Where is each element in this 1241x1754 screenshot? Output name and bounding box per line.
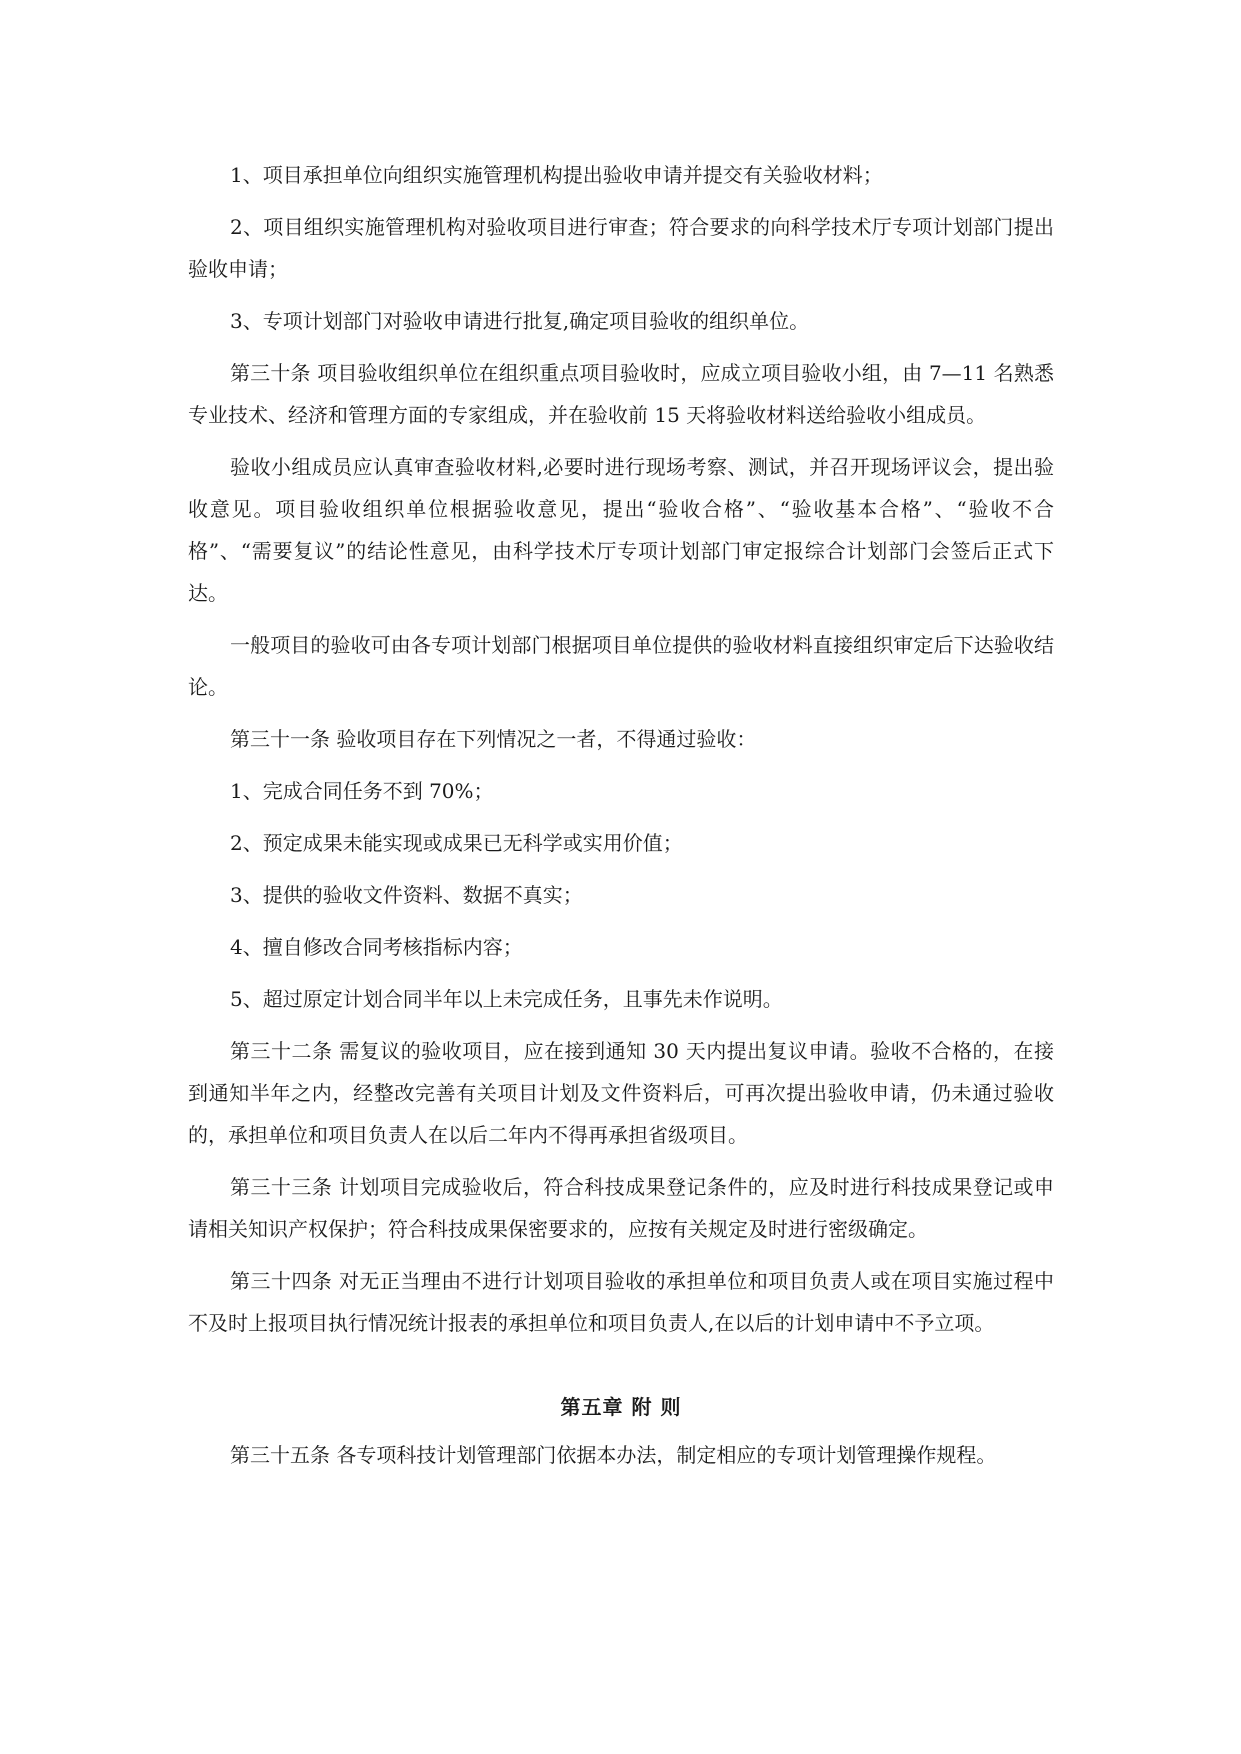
article-30: 第三十条 项目验收组织单位在组织重点项目验收时，应成立项目验收小组，由 7—11 名熟悉专业技术、经济和管理方面的专家组成，并在验收前 15 天将验收材料送给验收小组成员。	[188, 361, 1054, 427]
paragraph-general-projects: 一般项目的验收可由各专项计划部门根据项目单位提供的验收材料直接组织审定后下达验收结论。	[188, 633, 1054, 699]
article-31-item-5: 5、超过原定计划合同半年以上未完成任务，且事先未作说明。	[230, 987, 783, 1011]
article-34: 第三十四条 对无正当理由不进行计划项目验收的承担单位和项目负责人或在项目实施过程中不及时上报项目执行情况统计报表的承担单位和项目负责人,在以后的计划申请中不予立项。	[188, 1269, 1054, 1335]
article-31-item-3: 3、提供的验收文件资料、数据不真实；	[230, 883, 583, 907]
chapter-heading: 第五章 附 则	[560, 1395, 682, 1419]
article-31-item-1: 1、完成合同任务不到 70%；	[230, 779, 494, 803]
article-31: 第三十一条 验收项目存在下列情况之一者，不得通过验收：	[230, 727, 757, 751]
paragraph-acceptance-group: 验收小组成员应认真审查验收材料,必要时进行现场考察、测试，并召开现场评议会，提出验收意见。项目验收组织单位根据验收意见，提出“验收合格”、“验收基本合格”、“验收不合格”、“需要复议”的结论性意见，由科学技术厅专项计划部门审定报综合计划部门会签后正式下达。	[188, 455, 1054, 605]
article-33: 第三十三条 计划项目完成验收后，符合科技成果登记条件的，应及时进行科技成果登记或申请相关知识产权保护；符合科技成果保密要求的，应按有关规定及时进行密级确定。	[188, 1175, 1054, 1241]
article-31-item-4: 4、擅自修改合同考核指标内容；	[230, 935, 523, 959]
article-35: 第三十五条 各专项科技计划管理部门依据本办法，制定相应的专项计划管理操作规程。	[230, 1443, 997, 1467]
article-31-item-2: 2、预定成果未能实现或成果已无科学或实用价值；	[230, 831, 683, 855]
paragraph-item-2: 2、项目组织实施管理机构对验收项目进行审查；符合要求的向科学技术厅专项计划部门提出验收申请；	[188, 215, 1054, 281]
article-32: 第三十二条 需复议的验收项目，应在接到通知 30 天内提出复议申请。验收不合格的，在接到通知半年之内，经整改完善有关项目计划及文件资料后，可再次提出验收申请，仍未通过验收的，承担单位和项目负责人在以后二年内不得再承担省级项目。	[188, 1039, 1054, 1147]
document-body	[188, 154, 1054, 1486]
paragraph-item-1: 1、项目承担单位向组织实施管理机构提出验收申请并提交有关验收材料；	[230, 163, 883, 187]
paragraph-item-3: 3、专项计划部门对验收申请进行批复,确定项目验收的组织单位。	[230, 309, 810, 333]
